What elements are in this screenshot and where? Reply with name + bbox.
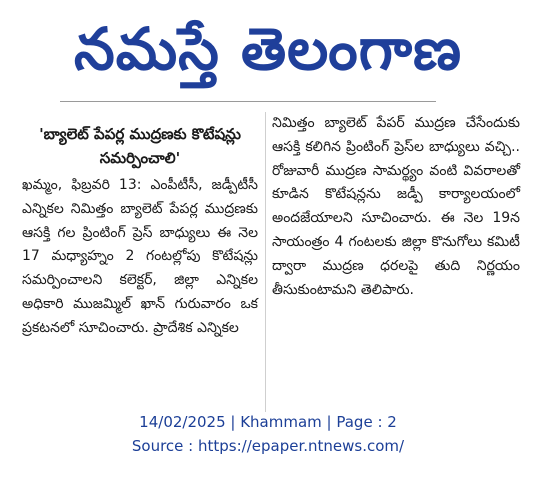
column-divider (265, 112, 266, 412)
masthead-divider (60, 101, 436, 102)
article-body-right: నిమిత్తం బ్యాలెట్ పేపర్ ముద్రణ చేసేందుకు ఆసక్తి కలిగిన ప్రింటింగ్ ప్రెస్‌ల బాధ్యులు వచ్చి.. రోజువారీ ముద్రణ సామర్థ్యం వంటి వివరాలతో కూడిన కొటేషన్లను జడ్పీ కార్యాలయంలో అందజేయాలని సూచించారు. ఈ నెల 19న సాయంత్రం 4 గంటలకు జిల్లా కొనుగోలు కమిటీ ద్వారా ముద్రణ ధరలపై తుది నిర్ణయం తీసుకుంటామని తెలిపారు. (272, 115, 520, 298)
article-headline: 'బ్యాలెట్ పేపర్ల ముద్రణకు కొటేషన్లు సమర్పించాలి' (39, 125, 241, 168)
masthead-title: నమస్తే తెలంగాణ (74, 15, 462, 83)
footer-source: Source : https://epaper.ntnews.com/ (131, 437, 405, 455)
article-column-right (272, 112, 520, 302)
article-body-left: ఖమ్మం, ఫిబ్రవరి 13: ఎంపీటీసీ, జడ్పీటీసీ ఎన్నికల నిమిత్తం బ్యాలెట్ పేపర్ల ముద్రణకు ఆసక్తి గల ప్రింటింగ్ ప్రెస్ బాధ్యులు ఈ నెల 17 మధ్యాహ్నం 2 గంటల్లోపు కొటేషన్లు సమర్పించాలని కలెక్టర్, జిల్లా ఎన్నికల అధికారి ముజమ్మిల్ ఖాన్ గురువారం ఒక ప్రకటనలో సూచించారు. ప్రాదేశిక ఎన్నికల (22, 177, 258, 336)
footer-date-edition-page: 14/02/2025 | Khammam | Page : 2 (139, 413, 397, 431)
article-column-left (22, 112, 258, 341)
newspaper-masthead (0, 8, 536, 90)
